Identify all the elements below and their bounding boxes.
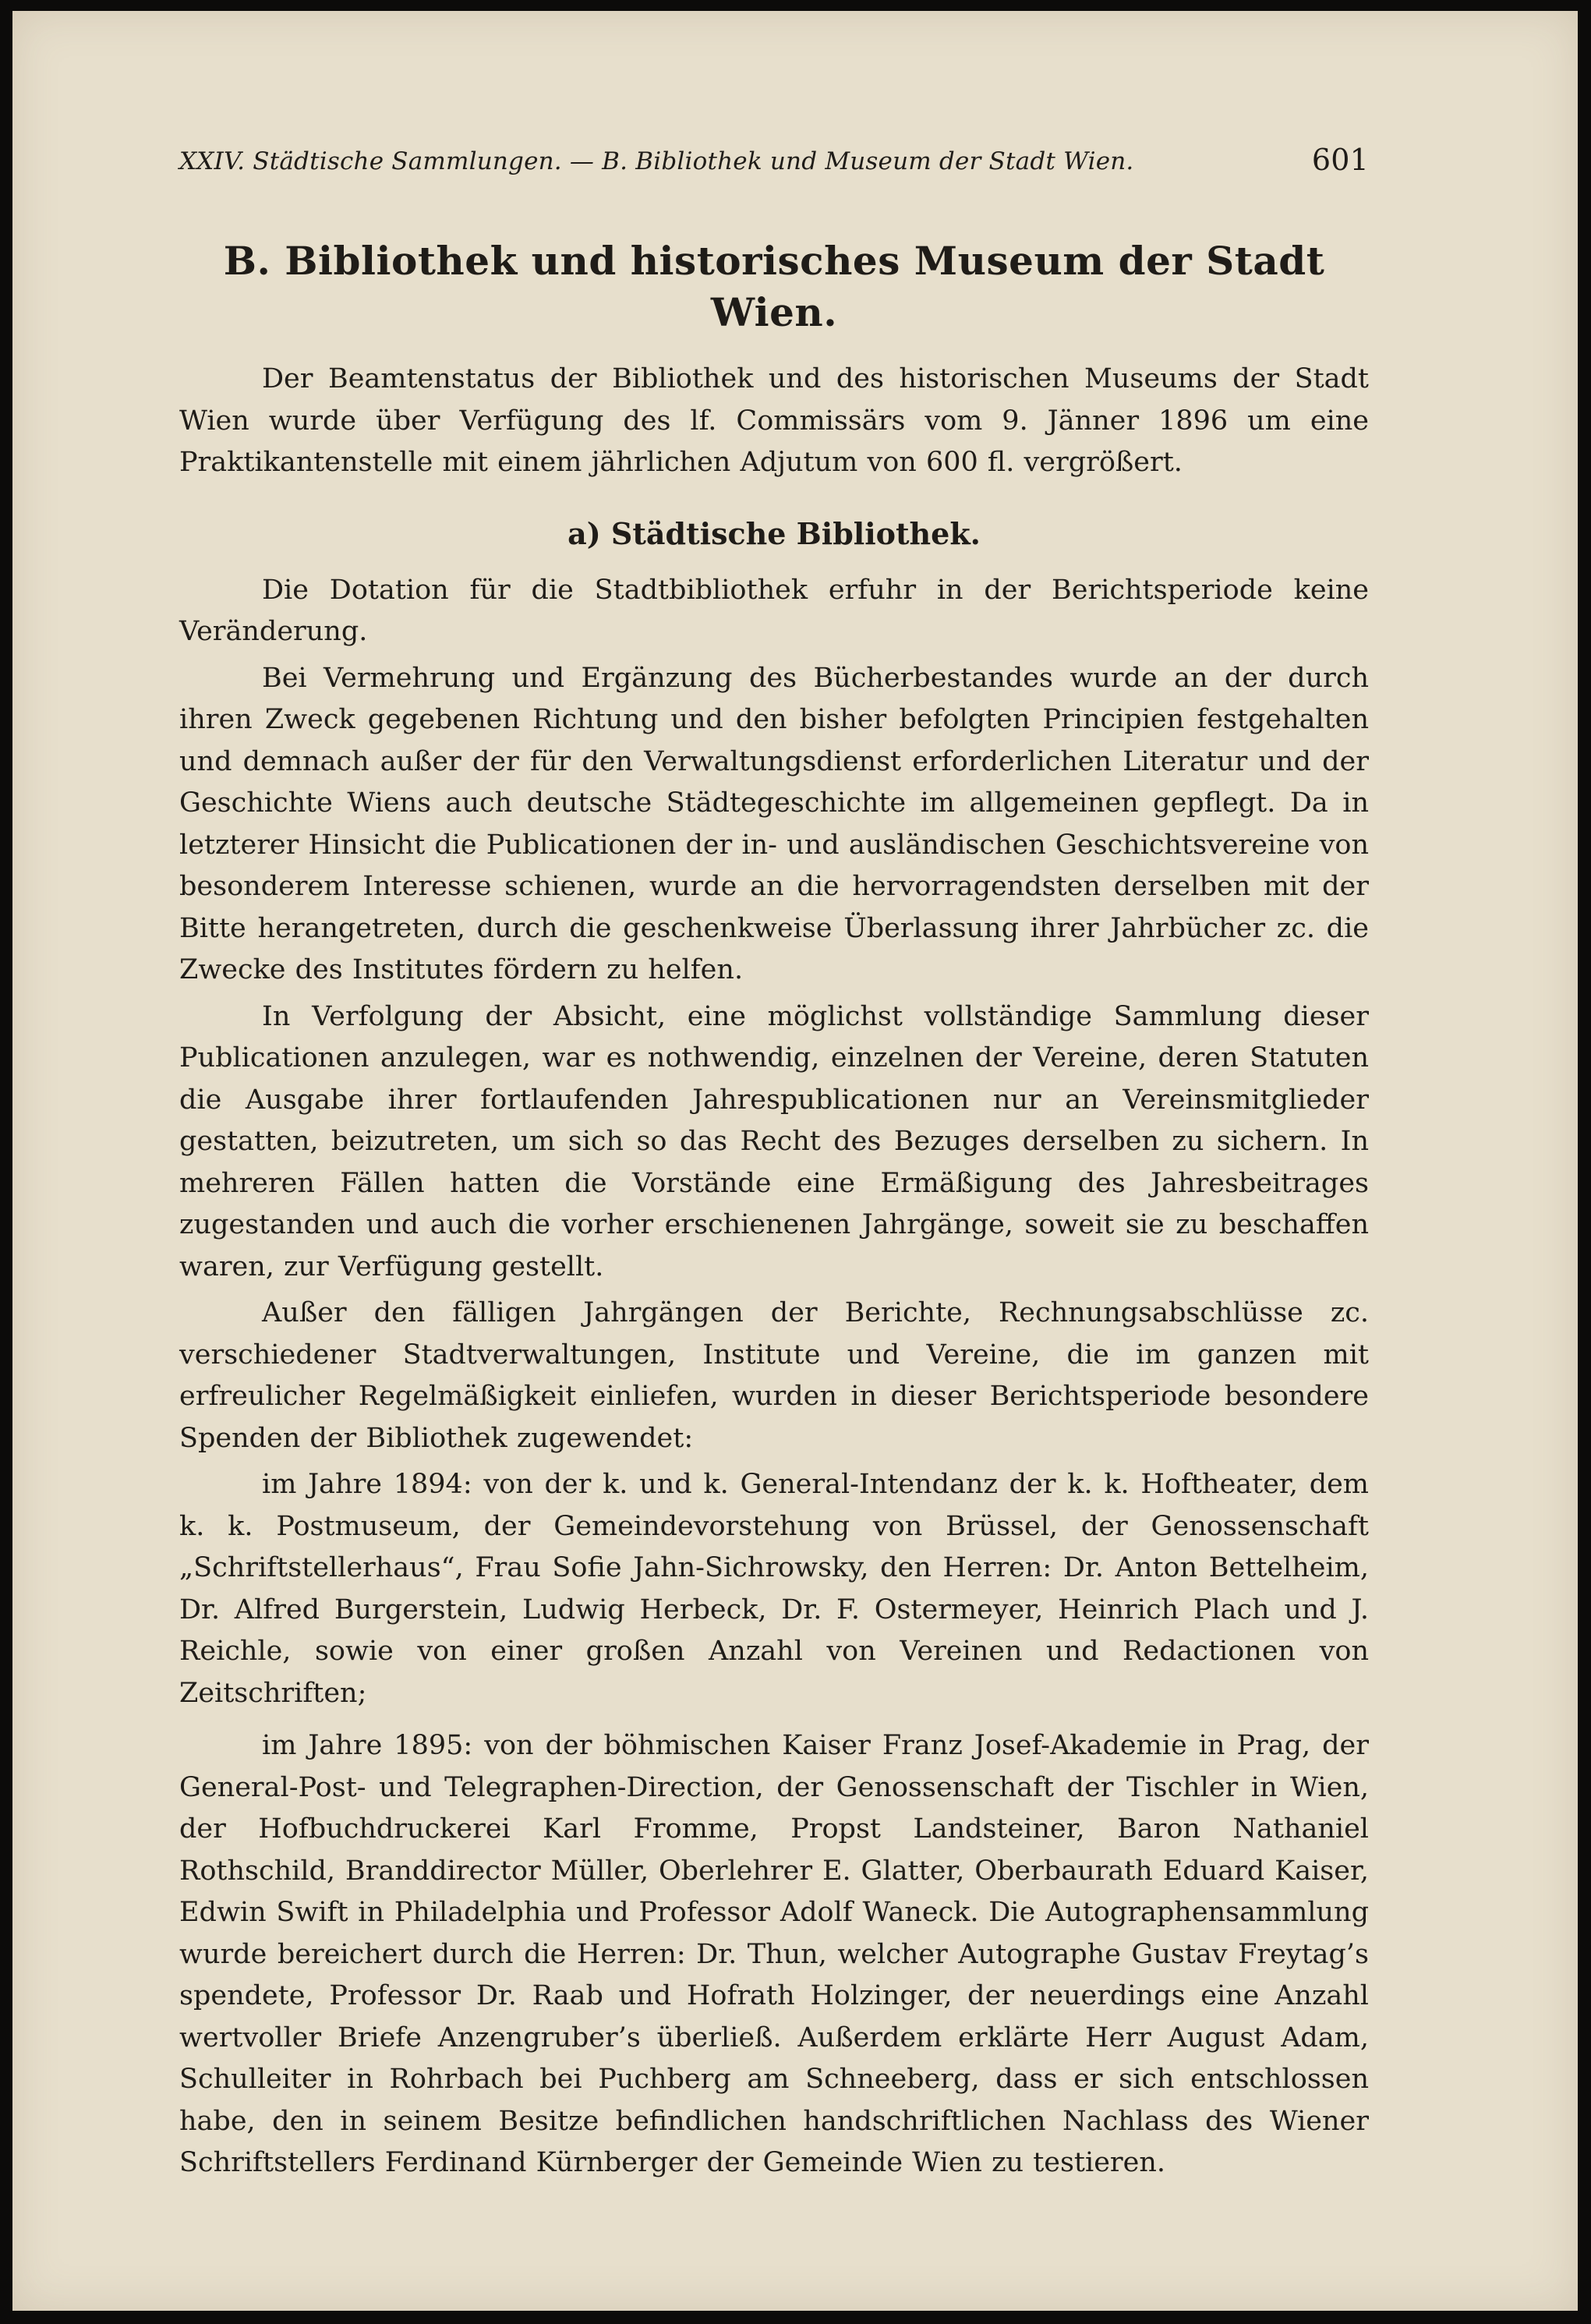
subsection-heading: a) Städtische Bibliothek. — [567, 515, 981, 551]
section-title: B. Bibliothek und historisches Museum der Stadt Wien. — [223, 238, 1325, 335]
page-content — [179, 140, 1369, 2184]
paragraph-spenden: Außer den fälligen Jahrgängen der Berichte, Rechnungsabschlüsse zc. verschiedener Stadtverwaltungen, Institute und Vereine, die im ganzen mit erfreulicher Regelmäßigkeit einliefen, wurden in dieser Berichtsperiode besondere Spenden der Bibliothek zugewendet: — [179, 1297, 1369, 1454]
page-number: 601 — [1311, 143, 1369, 177]
running-header — [179, 140, 1369, 186]
paragraph-dotation: Die Dotation für die Stadtbibliothek erfuhr in der Berichtsperiode keine Veränderung. — [179, 574, 1369, 647]
page-sheet — [12, 11, 1578, 2311]
paragraph-vermehrung: Bei Vermehrung und Ergänzung des Bücherbestandes wurde an der durch ihren Zweck gegebenen Richtung und den bisher befolgten Principien festgehalten und demnach außer der für den Verwaltungsdienst erforderlichen Literatur und der Geschichte Wiens auch deutsche Städtegeschichte im allgemeinen gepflegt. Da in letzterer Hinsicht die Publicationen der in- und ausländischen Geschichtsvereine von besonderem Interesse schienen, wurde an die hervorragendsten derselben mit der Bitte herangetreten, durch die geschenkweise Überlassung ihrer Jahrbücher zc. die Zwecke des Institutes fördern zu helfen. — [179, 662, 1369, 985]
intro-paragraph: Der Beamtenstatus der Bibliothek und des historischen Museums der Stadt Wien wurde über Verfügung des lf. Commissärs vom 9. Jänner 1896 um eine Praktikantenstelle mit einem jährlichen Adjutum von 600 fl. vergrößert. — [179, 363, 1369, 478]
paragraph-verfolgung: In Verfolgung der Absicht, eine möglichst vollständige Sammlung dieser Publicationen anzulegen, war es nothwendig, einzelnen der Vereine, deren Statuten die Ausgabe ihrer fortlaufenden Jahrespublicationen nur an Vereinsmitglieder gestatten, beizutreten, um sich so das Recht des Bezuges derselben zu sichern. In mehreren Fällen hatten die Vorstände eine Ermäßigung des Jahresbeitrages zugestanden und auch die vorher erschienenen Jahrgänge, soweit sie zu beschaffen waren, zur Verfügung gestellt. — [179, 1000, 1369, 1282]
running-title: XXIV. Städtische Sammlungen. — B. Bibliothek und Museum der Stadt Wien. — [179, 147, 1134, 175]
paragraph-jahr-1895: im Jahre 1895: von der böhmischen Kaiser Franz Josef-Akademie in Prag, der General-Post- und Telegraphen-Direction, der Genossenschaft der Tischler in Wien, der Hofbuchdruckerei Karl Fromme, Propst Landsteiner, Baron Nathaniel Rothschild, Branddirector Müller, Oberlehrer E. Glatter, Oberbaurath Eduard Kaiser, Edwin Swift in Philadelphia und Professor Adolf Waneck. Die Autographensammlung wurde bereichert durch die Herren: Dr. Thun, welcher Autographe Gustav Freytag’s spendete, Professor Dr. Raab und Hofrath Holzinger, der neuerdings eine Anzahl wertvoller Briefe Anzengruber’s überließ. Außerdem erklärte Herr August Adam, Schulleiter in Rohrbach bei Puchberg am Schneeberg, dass er sich entschlossen habe, den in seinem Besitze befindlichen handschriftlichen Nachlass des Wiener Schriftstellers Ferdinand Kürnberger der Gemeinde Wien zu testieren. — [179, 1730, 1369, 2178]
paragraph-jahr-1894: im Jahre 1894: von der k. und k. General-Intendanz der k. k. Hoftheater, dem k. k. Postmuseum, der Gemeindevorstehung von Brüssel, der Genossenschaft „Schriftstellerhaus“, Frau Sofie Jahn-Sichrowsky, den Herren: Dr. Anton Bettelheim, Dr. Alfred Burgerstein, Ludwig Herbeck, Dr. F. Ostermeyer, Heinrich Plach und J. Reichle, sowie von einer großen Anzahl von Vereinen und Redactionen von Zeitschriften; — [179, 1469, 1369, 1709]
